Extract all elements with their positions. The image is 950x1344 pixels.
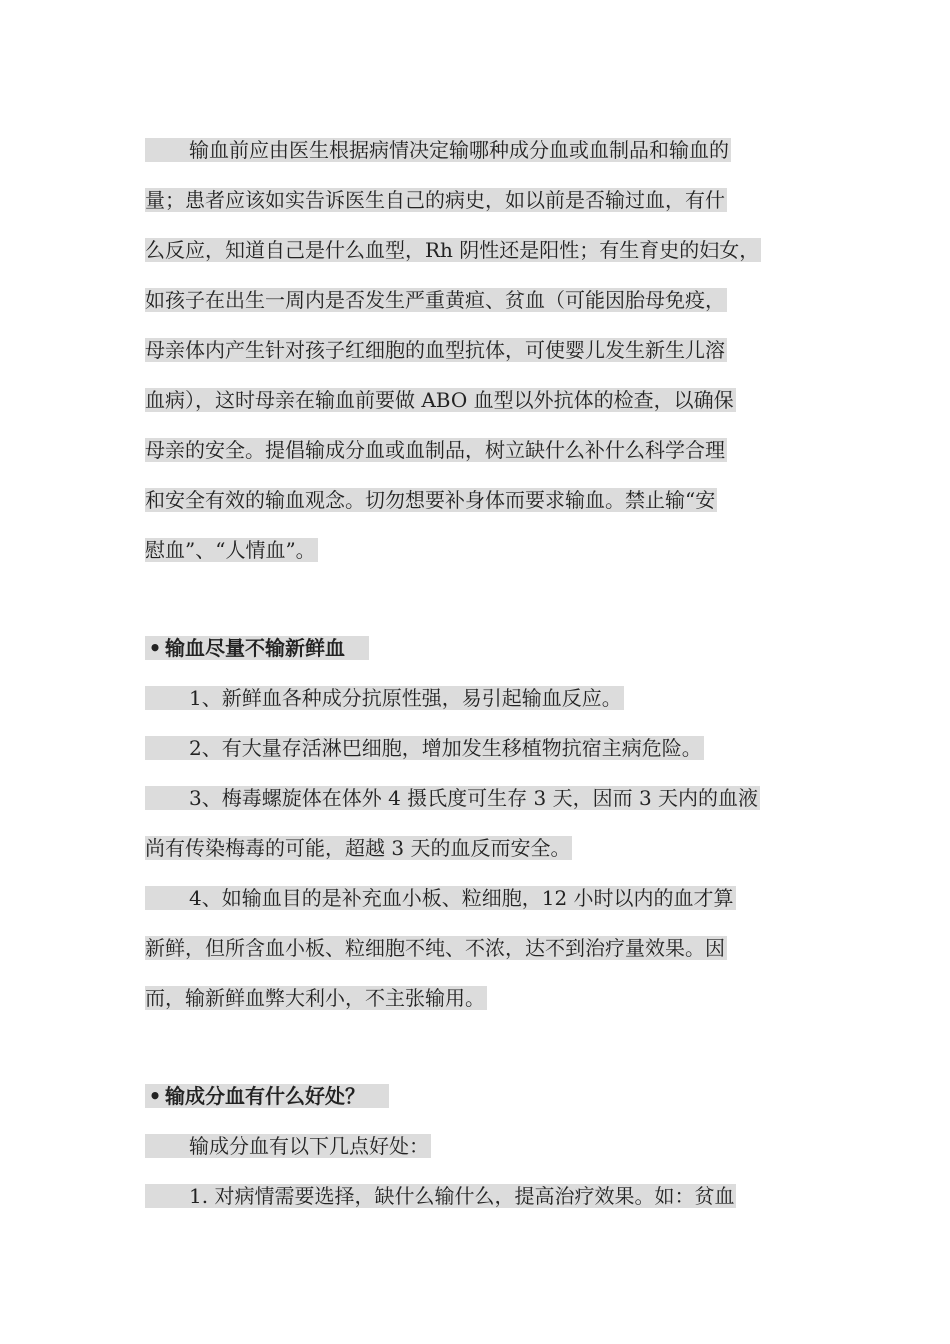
list-item: 输成分血有以下几点好处： (145, 1134, 431, 1158)
paragraph-line: 量；患者应该如实告诉医生自己的病史，如以前是否输过血，有什 (145, 188, 725, 212)
paragraph-line: 血病），这时母亲在输血前要做 ABO 血型以外抗体的检查，以确保 (145, 388, 734, 412)
list-item: 而，输新鲜血弊大利小，不主张输用。 (145, 986, 485, 1010)
paragraph-line: 母亲的安全。提倡输成分血或血制品，树立缺什么补什么科学合理 (145, 438, 725, 462)
list-item: 1. 对病情需要选择，缺什么输什么，提高治疗效果。如：贫血 (145, 1184, 736, 1208)
section-heading: • 输成分血有什么好处？ (145, 1084, 389, 1108)
paragraph-line: 母亲体内产生针对孩子红细胞的血型抗体，可使婴儿发生新生儿溶 (145, 338, 725, 362)
paragraph-line: 么反应，知道自己是什么血型，Rh 阴性还是阳性；有生育史的妇女， (145, 238, 760, 262)
list-item: 4、如输血目的是补充血小板、粒细胞，12 小时以内的血才算 (145, 886, 736, 910)
list-item: 3、梅毒螺旋体在体外 4 摄氏度可生存 3 天，因而 3 天内的血液 (145, 786, 760, 810)
bullet-icon: • (148, 636, 162, 660)
paragraph-line: 输血前应由医生根据病情决定输哪种成分血或血制品和输血的 (145, 138, 731, 162)
list-item: 1、新鲜血各种成分抗原性强，易引起输血反应。 (145, 686, 624, 710)
list-item: 新鲜，但所含血小板、粒细胞不纯、不浓，达不到治疗量效果。因 (145, 936, 725, 960)
paragraph-line: 和安全有效的输血观念。切勿想要补身体而要求输血。禁止输“安 (145, 488, 716, 512)
bullet-icon: • (148, 1084, 162, 1108)
paragraph-line: 如孩子在出生一周内是否发生严重黄疸、贫血（可能因胎母免疫， (145, 288, 725, 312)
list-item: 尚有传染梅毒的可能，超越 3 天的血反而安全。 (145, 836, 571, 860)
list-item: 2、有大量存活淋巴细胞，增加发生移植物抗宿主病危险。 (145, 736, 704, 760)
paragraph-line: 慰血”、“人情血”。 (145, 538, 316, 562)
section-heading: • 输血尽量不输新鲜血 (145, 636, 369, 660)
